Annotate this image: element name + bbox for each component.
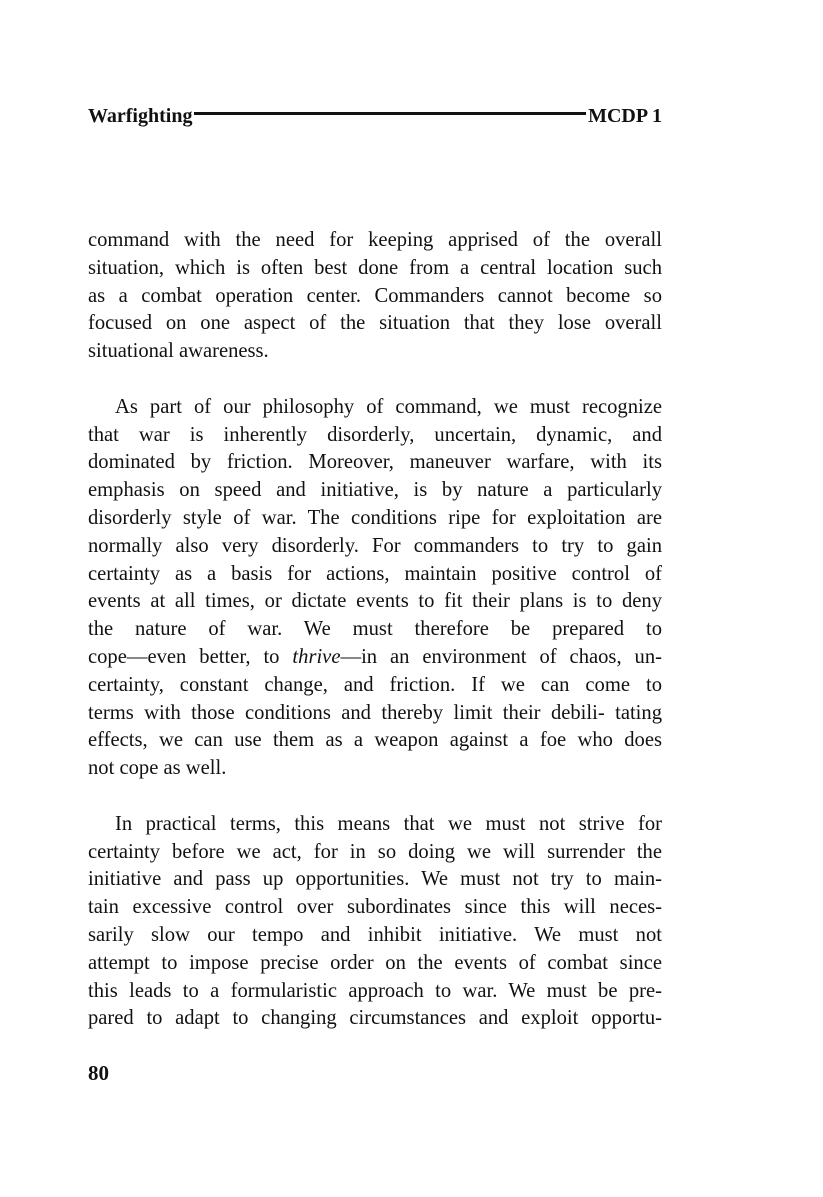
text-line: normally also very disorderly. For commanders to try to gain — [88, 534, 662, 557]
text-line: dominated by friction. Moreover, maneuver warfare, with its — [88, 451, 662, 474]
text-line: situational awareness. — [88, 340, 269, 363]
text-line: certainty before we act, for in so doing we will surrender the — [88, 840, 662, 863]
text-line: effects, we can use them as a weapon against a foe who does — [88, 729, 662, 752]
header-rule — [194, 112, 586, 115]
text-line: the nature of war. We must therefore be prepared to — [88, 618, 662, 641]
text-line: as a combat operation center. Commanders cannot become so — [88, 284, 662, 307]
text-line: tain excessive control over subordinates since this will neces- — [88, 896, 662, 919]
text-line: As part of our philosophy of command, we must recognize — [115, 395, 662, 418]
header-book-title: Warfighting — [88, 104, 193, 127]
paragraph-2 — [88, 394, 662, 783]
text-line: situation, which is often best done from a central location such — [88, 256, 662, 279]
text-line: this leads to a formularistic approach to war. We must be pre- — [88, 979, 662, 1002]
text-line: terms with those conditions and thereby limit their debili- tating — [88, 701, 662, 724]
text-line: focused on one aspect of the situation that they lose overall — [88, 312, 662, 335]
text-line: emphasis on speed and initiative, is by nature a particularly — [88, 479, 662, 502]
text-line: In practical terms, this means that we must not strive for — [115, 812, 662, 835]
emphasized-word: thrive — [292, 645, 341, 668]
text-line: not cope as well. — [88, 757, 227, 780]
text-line: initiative and pass up opportunities. We must not try to main- — [88, 868, 662, 891]
text-line: that war is inherently disorderly, uncertain, dynamic, and — [88, 423, 662, 446]
paragraph-1 — [88, 227, 662, 366]
page-number: 80 — [88, 1061, 109, 1085]
page-body — [88, 227, 662, 1061]
text-run: cope—even better, to — [88, 645, 293, 668]
running-header — [88, 103, 662, 129]
text-line-with-emphasis — [88, 644, 662, 672]
text-line: events at all times, or dictate events to fit their plans is to deny — [88, 590, 662, 613]
text-line: attempt to impose precise order on the events of combat since — [88, 951, 662, 974]
text-line: command with the need for keeping apprised of the overall — [88, 229, 662, 251]
text-line: pared to adapt to changing circumstances and exploit opportu- — [88, 1007, 662, 1030]
text-line: sarily slow our tempo and inhibit initiative. We must not — [88, 923, 662, 946]
header-publication-id: MCDP 1 — [588, 104, 662, 127]
text-line: certainty as a basis for actions, maintain positive control of — [88, 562, 662, 585]
text-run: —in an environment of chaos, un- — [340, 645, 662, 668]
text-line: certainty, constant change, and friction. If we can come to — [88, 673, 662, 696]
text-line: disorderly style of war. The conditions ripe for exploitation are — [88, 506, 662, 529]
paragraph-3 — [88, 811, 662, 1033]
